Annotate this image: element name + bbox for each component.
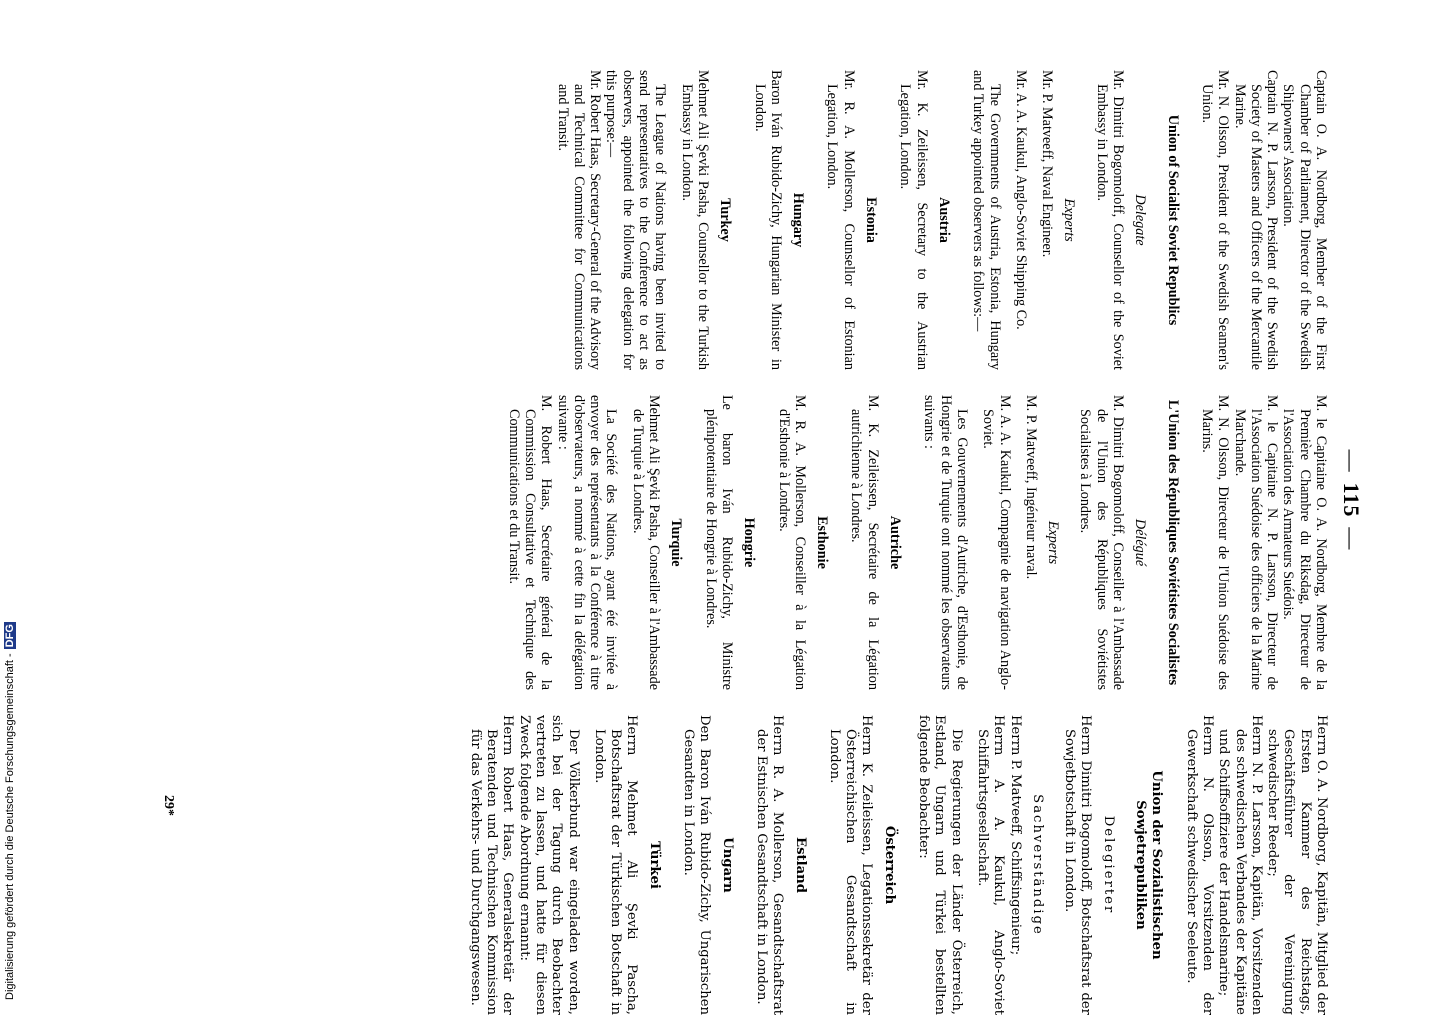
entry-sevki: Herrn Mehmet Ali Şevki Pascha, Botschaftsrat der Türkischen Botschaft in London. [591,715,640,1015]
credit-text: Digitalisierung gefördert durch die Deutsche Forschungsgemeinschaft - [4,653,16,1000]
entry-olsson: M. N. Olsson, Directeur de l'Union Suédoise des Marins. [1198,395,1232,690]
heading-estonia: Esthonie [814,516,831,569]
entry-zeileissen: Herrn K. Zeileissen, Legationssekretär der Österreichischen Gesandtschaft in London. [826,715,875,1015]
entry-zeileissen: Mr. K. Zeileissen, Secretary to the Austrian Legation, London. [897,70,930,370]
entry-kaukul: M. A. A. Kaukul, Compagnie de navigation Anglo-Soviet. [980,395,1013,690]
column-english [554,70,1329,370]
entry-bogomoloff: M. Dimitri Bogomoloff, Conseiller à l'Ambassade de l'Union des Républiques Soviétistes Socialistes à Londres. [1077,395,1127,690]
entry-haas: Herrn Robert Haas, Generalsekretär der Beratenden und Technischen Kommission für das Verkehrs- und Durchgangswesen. [467,715,516,1015]
entry-larsson: Captain N. P. Larsson, President of the Swedish Society of Masters and Officers of the Mercantile Marine. [1231,70,1281,370]
entry-rubido-zichy: Baron Iván Rubido-Zichy, Hungarian Minister in London. [751,70,784,370]
page-number-dash-left: — [1339,449,1364,473]
heading-ussr: L'Union des Républiques Soviétistes Socialistes [1164,399,1181,686]
page-number-dash-right: — [1339,527,1364,551]
subheading-experts: Sachverständige [1029,794,1045,936]
heading-hungary: Hongrie [741,517,758,568]
column-french [505,395,1329,690]
subheading-delegate: Delegierter [1100,815,1116,915]
entry-bogomoloff: Mr. Dimitri Bogomoloff, Counsellor of the Soviet Embassy in London. [1093,70,1127,370]
paragraph-observers: Die Regierungen der Länder Österreich, Estland, Ungarn und Türkei bestellten folgende Beobachter: [916,715,964,1015]
entry-nordborg: Herrn O. A. Nordborg, Kapitän, Mitglied der Ersten Kammer des Reichstags, Geschäftsführer der Vereinigung schwedischer Reeder; [1265,715,1329,1015]
heading-hungary: Ungarn [719,837,735,893]
page-number [1338,0,1364,1000]
entry-larsson: Herrn N. P. Larsson, Kapitän, Vorsitzenden des schwedischen Verbandes der Kapitäne und Schiffsoffiziere der Handelsmarine; [1216,715,1264,1015]
heading-turkey: Türkei [646,841,662,889]
entry-mollerson: Mr. R. A. Mollerson, Counsellor of Estonian Legation, London. [824,70,857,370]
entry-sevki: Mehmet Ali Şevki Pasha, Conseiller à l'Ambassade de Turquie à Londres. [629,395,663,690]
entry-kaukul: Herrn A. A. Kaukul, Anglo-Soviet Schiffahrtsgesellschaft. [974,715,1007,1015]
digitisation-credit [0,0,18,1000]
heading-turkey: Turquie [668,518,685,567]
entry-matveeff: Herrn P. Matveeff, Schiffsingenieur; [1007,715,1023,956]
entry-larsson: M. le Capitaine N. P. Larsson, Directeur de l'Association Suédoise des officiers de la Marine Marchande. [1231,395,1281,690]
entry-olsson: Herrn N. Olsson, Vorsitzenden der Gewerkschaft schwedischer Seeleute. [1183,715,1215,1015]
entry-matveeff: Mr. P. Matveeff, Naval Engineer. [1039,70,1056,258]
heading-ussr: Union of Socialist Soviet Republics [1164,114,1181,326]
subheading-experts: Experts [1045,520,1062,565]
entry-olsson: Mr. N. Olsson, President of the Swedish Seamen's Union. [1198,70,1232,370]
entry-nordborg: M. le Capitaine O. A. Nordborg, Membre de la Première Chambre du Riksdag, Directeur de l'Association des Armateurs Suédois. [1280,395,1329,690]
heading-turkey: Turkey [717,198,734,242]
signature-mark: 29* [161,795,176,816]
subheading-experts: Experts [1061,198,1078,242]
subheading-delegate: Délégué [1132,518,1149,567]
entry-sevki: Mehmet Ali Şevki Pasha, Counsellor to the Turkish Embassy in London. [678,70,711,370]
column-german [467,715,1329,1015]
entry-bogomoloff: Herrn Dimitri Bogomoloff, Botschaftsrat der Sowjetbotschaft in London. [1062,715,1094,1015]
entry-matveeff: M. P. Matveeff, Ingénieur naval. [1022,395,1039,580]
paragraph-observers: Les Gouvernements d'Autriche, d'Esthonie, de Hongrie et de Turquie ont nommé les observateurs suivants : [921,395,970,690]
entry-mollerson: M. R. A. Mollerson, Conseiller à la Légation d'Esthonie à Londres. [775,395,808,690]
heading-ussr: Union der Sozialistischen Sowjetrepubliken [1133,770,1165,960]
paragraph-league: The League of Nations having been invited to send representatives to the Conference to act as observers, appointed the following delegation for this purpose:— [603,70,669,370]
heading-estonia: Estonia [863,197,880,243]
heading-austria: Autriche [887,515,904,570]
entry-haas: M. Robert Haas, Secrétaire général de la Commission Consultative et Technique des Communications et du Transit. [505,395,555,690]
subheading-delegate: Delegate [1132,194,1149,246]
heading-austria: Austria [935,197,952,243]
dfg-logo-icon: DFG [4,624,16,648]
paragraph-league: Der Völkerbund war eingeladen worden, sich bei der Tagung durch Beobachter vertreten zu lassen, und hatte für diesen Zweck folgende Abordnung ernannt: [516,715,581,1015]
entry-rubido-zichy: Den Baron Iván Rubido-Zichy, Ungarischen Gesandten in London. [681,715,713,1015]
entry-zeileissen: M. K. Zeileissen, Secrétaire de la Légation autrichienne à Londres. [848,395,881,690]
entry-haas: Mr. Robert Haas, Secretary-General of the Advisory and Technical Committee for Communications and Transit. [554,70,604,370]
entry-nordborg: Captain O. A. Nordborg, Member of the First Chamber of Parliament, Director of the Swedish Shipowners' Association. [1280,70,1329,370]
heading-estonia: Estland [792,837,808,893]
paragraph-league: La Société des Nations, ayant été invitée à envoyer des représentants à la Conférence à titre d'observateurs, a nommé à cette fin la délégation suivante : [554,395,620,690]
paragraph-observers: The Governments of Austria, Estonia, Hungary and Turkey appointed observers as follows:— [970,70,1003,370]
entry-kaukul: Mr. A. A. Kaukul, Anglo-Soviet Shipping Co. [1012,70,1029,330]
heading-hungary: Hungary [790,192,807,248]
page-number-value: 115 [1339,482,1364,518]
heading-austria: Österreich [881,825,897,905]
entry-rubido-zichy: Le baron Iván Rubido-Zichy, Ministre plénipotentiaire de Hongrie à Londres. [702,395,735,690]
entry-mollerson: Herrn R. A. Mollerson, Gesandtschaftsrat der Estnischen Gesandtschaft in London. [753,715,786,1015]
